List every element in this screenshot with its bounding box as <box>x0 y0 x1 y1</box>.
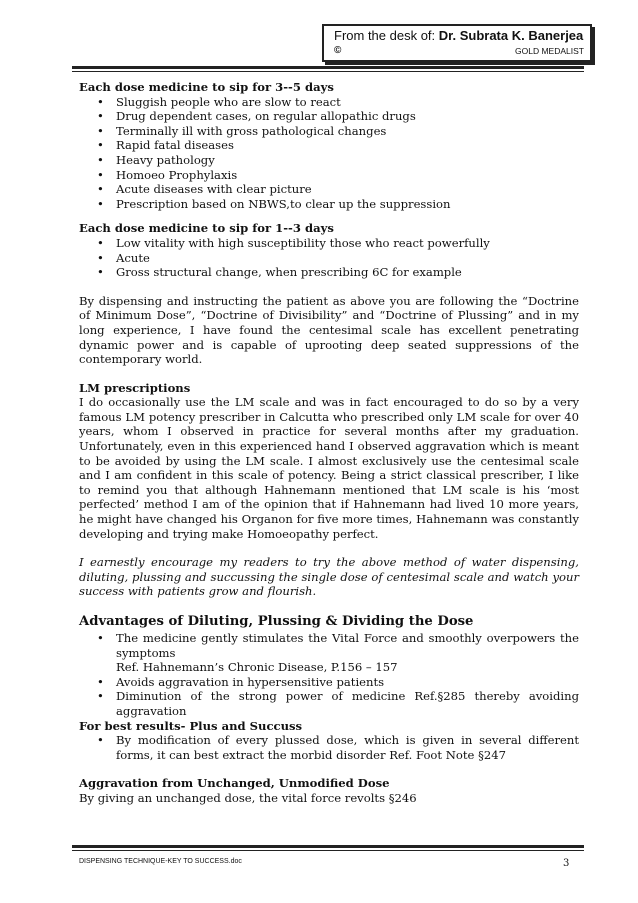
list-item: • Terminally ill with gross pathological changes <box>116 124 579 139</box>
section-heading-lm: LM prescriptions <box>79 380 191 395</box>
list-item: • By modification of every plussed dose, which is given in several different forms, it can best extract the morbid disorder Ref. Foot Note §247 <box>116 733 579 762</box>
header-author: Dr. Subrata K. Banerjea <box>438 28 584 43</box>
list-item: • Prescription based on NBWS,to clear up the suppression <box>116 197 579 212</box>
list-item: • Acute <box>116 251 579 266</box>
paragraph-aggravation: By giving an unchanged dose, the vital force revolts §246 <box>79 790 417 805</box>
list-item: • Low vitality with high susceptibility those who react powerfully <box>116 236 579 251</box>
section-heading-aggravation: Aggravation from Unchanged, Unmodified Dose <box>79 776 390 791</box>
header-from-line <box>334 28 583 43</box>
paragraph-doctrine: By dispensing and instructing the patient as above you are following the “Doctrine of Minimum Dose”, “Doctrine of Divisibility” and “Doctrine of Plussing” and in my long experience, I have found the centesimal scale has excellent penetrating dynamic power and is capable of uprooting deep seated suppressions of the contemporary world. <box>79 293 579 367</box>
list-item: • Avoids aggravation in hypersensitive patients <box>116 675 579 690</box>
header-rule-thin <box>72 71 584 72</box>
list-item: • Rapid fatal diseases <box>116 138 579 153</box>
reference-chronic-disease: Ref. Hahnemann’s Chronic Disease, P.156 – 157 <box>116 660 398 675</box>
paragraph-lm: I do occasionally use the LM scale and was in fact encouraged to do so by a very famous LM potency prescriber in Calcutta who prescribed only LM scale for over 40 years, whom I observed in practice for several months after my graduation. Unfortunately, even in this experienced hand I observed aggravation which is meant to be avoided by using the LM scale. I almost exclusively use the centesimal scale and I am confident in this scale of potency. Being a strict classical prescriber, I like to remind you that although Hahnemann mentioned that LM scale is his ‘most perfected’ method I am of the opinion that if Hahnemann had lived 10 more years, he might have changed his Organon for five more times, Hahnemann was constantly developing and trying make Homoeopathy perfect. <box>79 395 579 541</box>
list-item: • Heavy pathology <box>116 153 579 168</box>
list-item: • Drug dependent cases, on regular allopathic drugs <box>116 109 579 124</box>
section-heading-1-3-days: Each dose medicine to sip for 1--3 days <box>79 221 334 236</box>
list-item: • The medicine gently stimulates the Vital Force and smoothly overpowers the symptoms Ref. Hahnemann’s Chronic Disease, P.156 – 157 <box>116 631 579 675</box>
document-body <box>79 80 579 806</box>
footer-rule-thick <box>72 845 584 848</box>
list-item: • Diminution of the strong power of medicine Ref.§285 thereby avoiding aggravation <box>116 689 579 718</box>
footer-filename: DISPENSING TECHNIQUE-KEY TO SUCCESS.doc <box>79 858 242 865</box>
list-1-3-days <box>79 236 579 280</box>
copyright-symbol: © <box>334 45 342 56</box>
header-tagline: GOLD MEDALIST <box>515 46 584 56</box>
list-best-results <box>79 733 579 762</box>
list-3-5-days <box>79 95 579 212</box>
page-number: 3 <box>563 858 570 869</box>
list-item: • Homoeo Prophylaxis <box>116 168 579 183</box>
list-advantages <box>79 631 579 719</box>
footer-rule-thin <box>72 850 584 851</box>
section-heading-3-5-days: Each dose medicine to sip for 3--5 days <box>79 80 334 94</box>
header-box <box>322 24 592 62</box>
header-from-prefix: From the desk of: <box>334 28 439 43</box>
section-heading-best-results: For best results- Plus and Succuss <box>79 718 303 733</box>
list-item: • Sluggish people who are slow to react <box>116 95 579 110</box>
header-rule-thick <box>72 66 584 69</box>
list-item: • Acute diseases with clear picture <box>116 182 579 197</box>
paragraph-encouragement: I earnestly encourage my readers to try the above method of water dispensing, diluting, plussing and succussing the single dose of centesimal scale and watch your success with patients grow and flourish. <box>79 555 579 599</box>
section-heading-advantages: Advantages of Diluting, Plussing & Dividing the Dose <box>79 614 474 629</box>
list-item: • Gross structural change, when prescribing 6C for example <box>116 265 579 280</box>
